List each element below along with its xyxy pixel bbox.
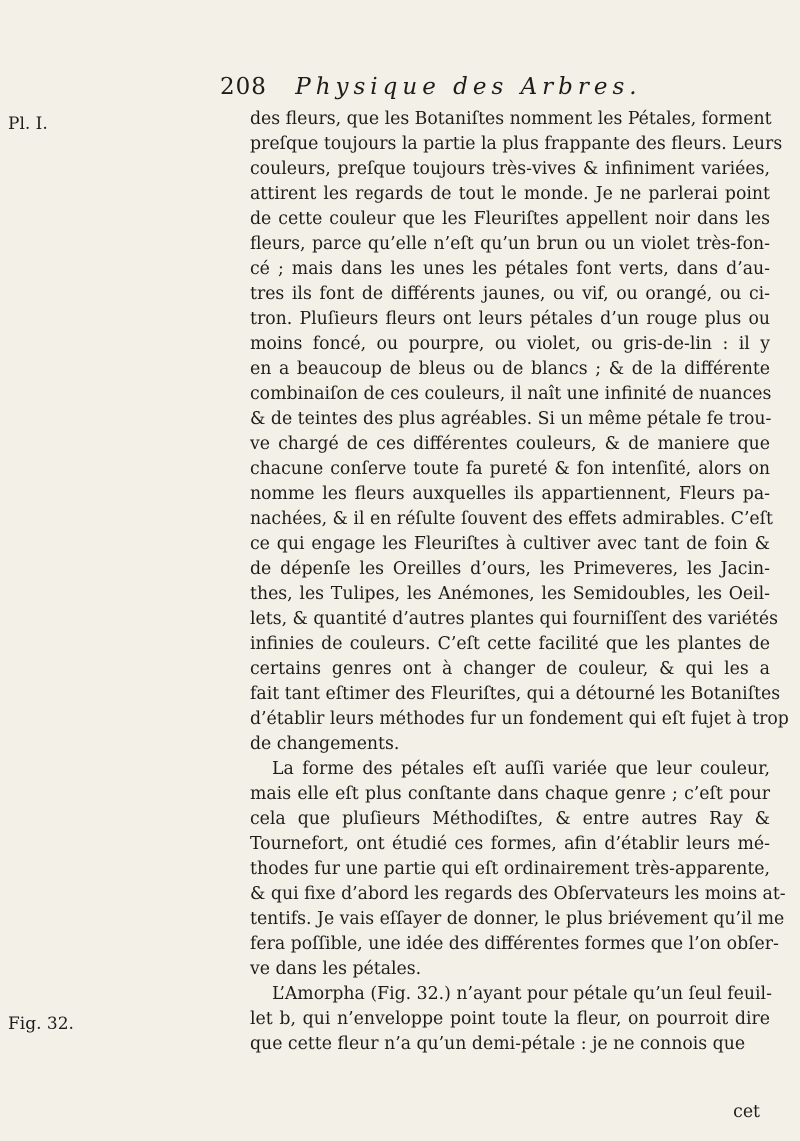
text-line: de dépenſe les Oreilles d’ours, les Primeveres, les Jacin- — [250, 559, 770, 579]
body-text — [250, 107, 789, 1057]
text-line: ve dans les pétales. — [250, 959, 422, 979]
text-line: cé ; mais dans les unes les pétales font verts, dans d’au- — [250, 259, 770, 279]
catchword: cet — [733, 1102, 760, 1122]
text-line: & de teintes des plus agréables. Si un même pétale fe trou- — [250, 409, 772, 429]
text-line: tres ils font de différents jaunes, ou vif, ou orangé, ou ci- — [250, 284, 770, 304]
text-line: de changements. — [250, 734, 400, 754]
text-line: mais elle eſt plus conſtante dans chaque genre ; c’eſt pour — [250, 784, 770, 804]
text-line: infinies de couleurs. C’eſt cette facilité que les plantes de — [250, 634, 770, 654]
plate-reference: Pl. I. — [8, 114, 48, 134]
text-line: nomme les fleurs auxquelles ils appartiennent, Fleurs pa- — [250, 484, 770, 504]
text-line: tron. Pluſieurs fleurs ont leurs pétales d’un rouge plus ou — [250, 309, 770, 329]
text-line: chacune conſerve toute fa pureté & fon intenſité, alors on — [250, 459, 770, 479]
text-line: La forme des pétales eſt auſſi variée que leur couleur, — [272, 759, 770, 779]
text-line: que cette fleur n’a qu’un demi-pétale : je ne connois que — [250, 1034, 746, 1054]
text-line: des fleurs, que les Botaniſtes nomment les Pétales, forment — [250, 109, 772, 129]
page-number: 208 — [220, 74, 267, 100]
running-title: Physique des Arbres. — [295, 74, 642, 100]
text-line: thes, les Tulipes, les Anémones, les Semidoubles, les Oeil- — [250, 584, 770, 604]
text-line: Tournefort, ont étudié ces formes, afin d’établir leurs mé- — [250, 834, 770, 854]
text-line: certains genres ont à changer de couleur, & qui les a — [250, 659, 770, 679]
text-line: tentifs. Je vais eſſayer de donner, le plus briévement qu’il me — [250, 909, 785, 929]
text-line: ce qui engage les Fleuriſtes à cultiver avec tant de foin & — [250, 534, 770, 554]
text-line: fera poſſible, une idée des différentes formes que l’on obſer- — [250, 934, 779, 954]
text-line: let b, qui n’enveloppe point toute la fleur, on pourroit dire — [250, 1009, 770, 1029]
text-line: fait tant eſtimer des Fleuriſtes, qui a détourné les Botaniſtes — [250, 684, 781, 704]
figure-reference: Fig. 32. — [8, 1014, 74, 1034]
text-line: & qui fixe d’abord les regards des Obſervateurs les moins at- — [250, 884, 786, 904]
text-line: couleurs, preſque toujours très-vives & infiniment variées, — [250, 159, 770, 179]
text-line: attirent les regards de tout le monde. Je ne parlerai point — [250, 184, 770, 204]
text-line: moins foncé, ou pourpre, ou violet, ou gris-de-lin : il y — [250, 334, 770, 354]
text-line: combinaiſon de ces couleurs, il naît une infinité de nuances — [250, 384, 772, 404]
text-line: d’établir leurs méthodes fur un fondement qui eſt fujet à trop — [250, 709, 789, 729]
text-line: de cette couleur que les Fleuriſtes appellent noir dans les — [250, 209, 770, 229]
text-line: thodes fur une partie qui eſt ordinairement très-apparente, — [250, 859, 770, 879]
text-line: preſque toujours la partie la plus frappante des fleurs. Leurs — [250, 134, 783, 154]
text-line: ve chargé de ces différentes couleurs, & de maniere que — [250, 434, 770, 454]
text-line: lets, & quantité d’autres plantes qui fourniſſent des variétés — [250, 609, 778, 629]
text-line: L’Amorpha (Fig. 32.) n’ayant pour pétale qu’un ſeul feuil- — [272, 984, 772, 1004]
text-line: cela que pluſieurs Méthodiſtes, & entre autres Ray & — [250, 809, 770, 829]
text-line: en a beaucoup de bleus ou de blancs ; & de la différente — [250, 359, 770, 379]
text-line: nachées, & il en réſulte ſouvent des effets admirables. C’eſt — [250, 509, 774, 529]
text-line: fleurs, parce qu’elle n’eſt qu’un brun ou un violet très-fon- — [250, 234, 770, 254]
